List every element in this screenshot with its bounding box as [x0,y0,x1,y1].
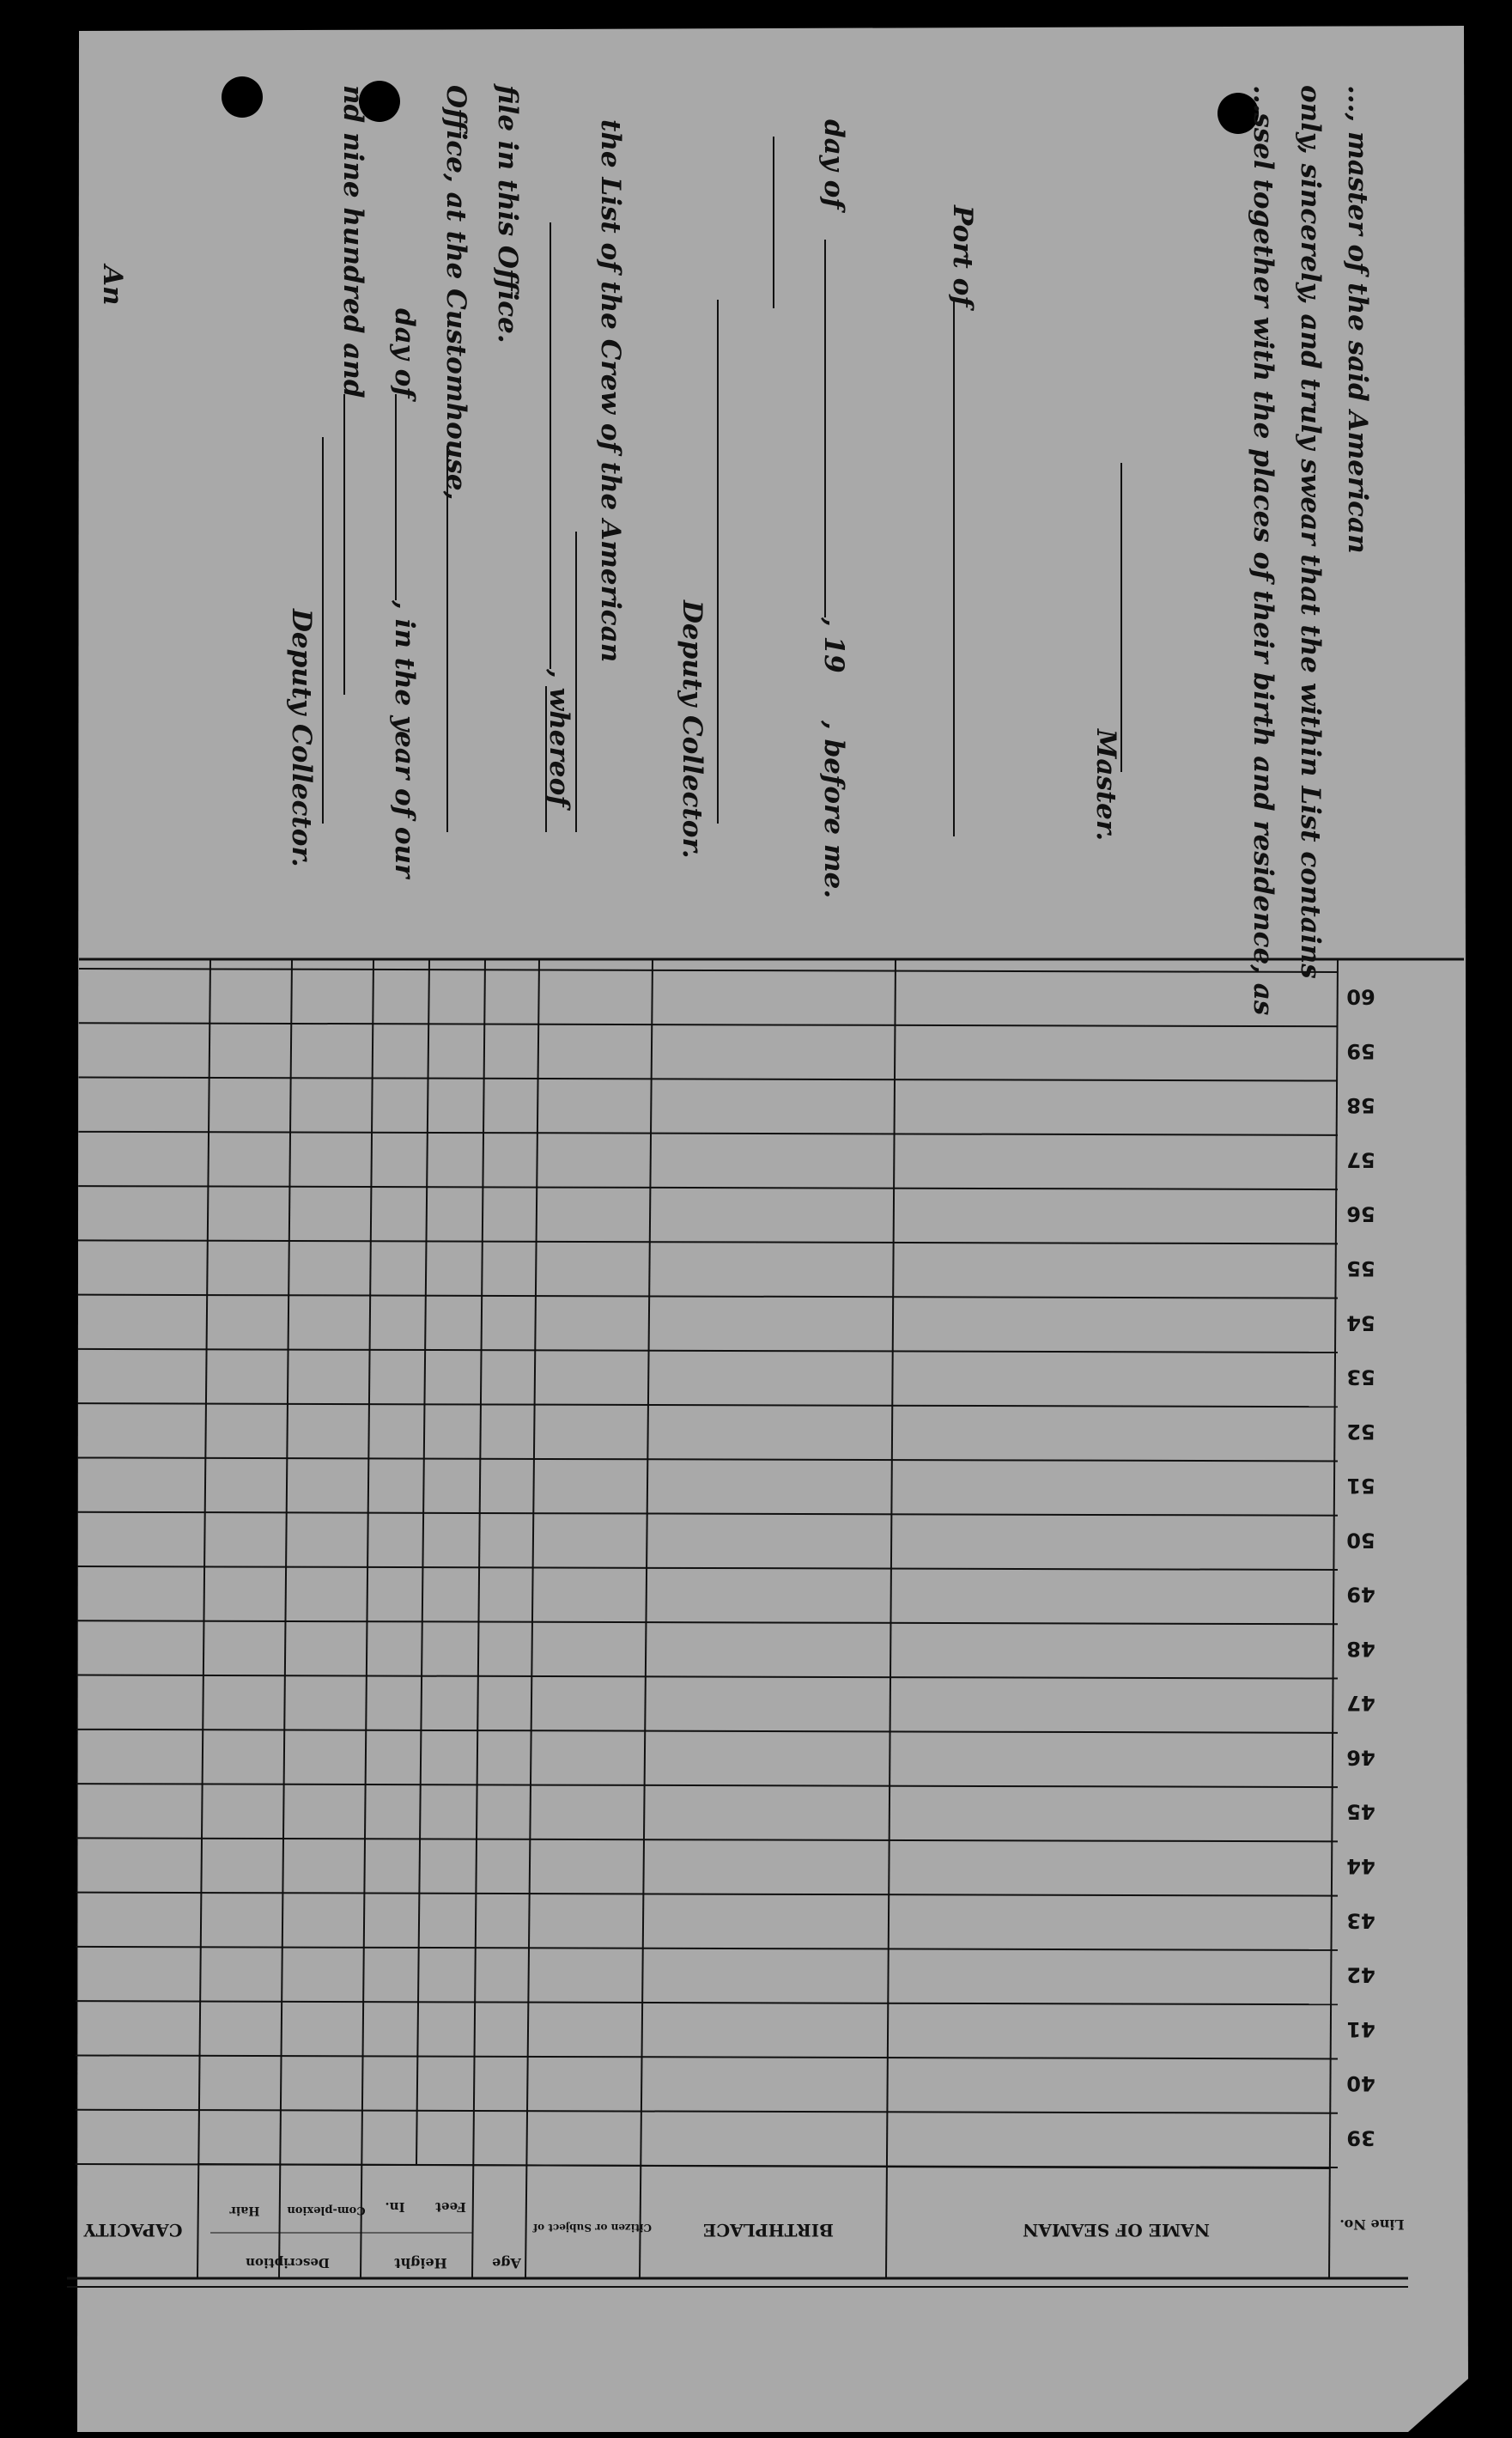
header-complexion: Com-plexion [287,2204,366,2216]
line-number: 47 [1346,1691,1375,1716]
deputy-collector-1: Deputy Collector. [677,600,707,859]
line-number: 39 [1346,2125,1375,2150]
header-age: Age [492,2255,521,2271]
nine-hundred: nd nine hundred and [337,85,368,398]
header-hair: Hair [229,2204,260,2217]
master-label: Master. [1090,729,1121,842]
oath-line-1: ..., master of the said American [1342,85,1373,554]
header-citizen: Citizen or Subject of [532,2222,653,2234]
line-number: 40 [1346,2071,1375,2096]
oath-line-3: ...ssel together with the places of their birth and residence, as [1248,85,1278,1016]
header-name-of-seaman: NAME OF SEAMAN [1023,2220,1210,2240]
line-number: 41 [1346,2016,1375,2041]
year-19: , 19 [818,617,849,673]
line-number: 49 [1346,1582,1375,1607]
year-of-our: , in the year of our [389,600,420,879]
deputy-collector-2: Deputy Collector. [286,609,317,867]
line-number: 58 [1346,1093,1375,1118]
line-number: 48 [1346,1636,1375,1661]
oath-line-2: only, sincerely, and truly swear that the within List contains [1295,85,1326,979]
day-of-2: day of [389,308,420,398]
header-in: In. [385,2199,405,2215]
line-number: 56 [1346,1201,1375,1226]
header-feet: Feet [435,2199,466,2215]
line-number: 54 [1346,1310,1375,1335]
file-line: file in this Office. [492,85,523,344]
line-number: 44 [1346,1854,1375,1878]
line-number: 55 [1346,1256,1375,1280]
whereof-label: , whereof [543,669,574,807]
margin-fragment: An [97,265,128,306]
line-number: 59 [1346,1038,1375,1063]
header-birthplace: BIRTHPLACE [702,2220,835,2240]
line-number: 46 [1346,1745,1375,1770]
line-number: 50 [1346,1528,1375,1553]
line-number: 45 [1346,1799,1375,1824]
line-number: 52 [1346,1419,1375,1444]
line-number: 43 [1346,1908,1375,1933]
line-number: 60 [1346,984,1375,1009]
header-line-no: Line No. [1339,2216,1405,2233]
line-number: 51 [1346,1474,1375,1499]
line-number: 53 [1346,1365,1375,1389]
line-number: 42 [1346,1962,1375,1987]
punch-hole [222,76,263,118]
line-number: 57 [1346,1147,1375,1172]
header-capacity: CAPACITY [83,2220,183,2240]
header-description: Description [246,2255,330,2271]
office-line: Office, at the Customhouse, [440,85,471,501]
port-label: Port of [947,205,978,307]
before-me: , before me. [818,720,849,899]
crew-list-line: the List of the Crew of the American [595,119,626,663]
day-of-label: day of [818,119,849,210]
header-height: Height [394,2255,447,2271]
